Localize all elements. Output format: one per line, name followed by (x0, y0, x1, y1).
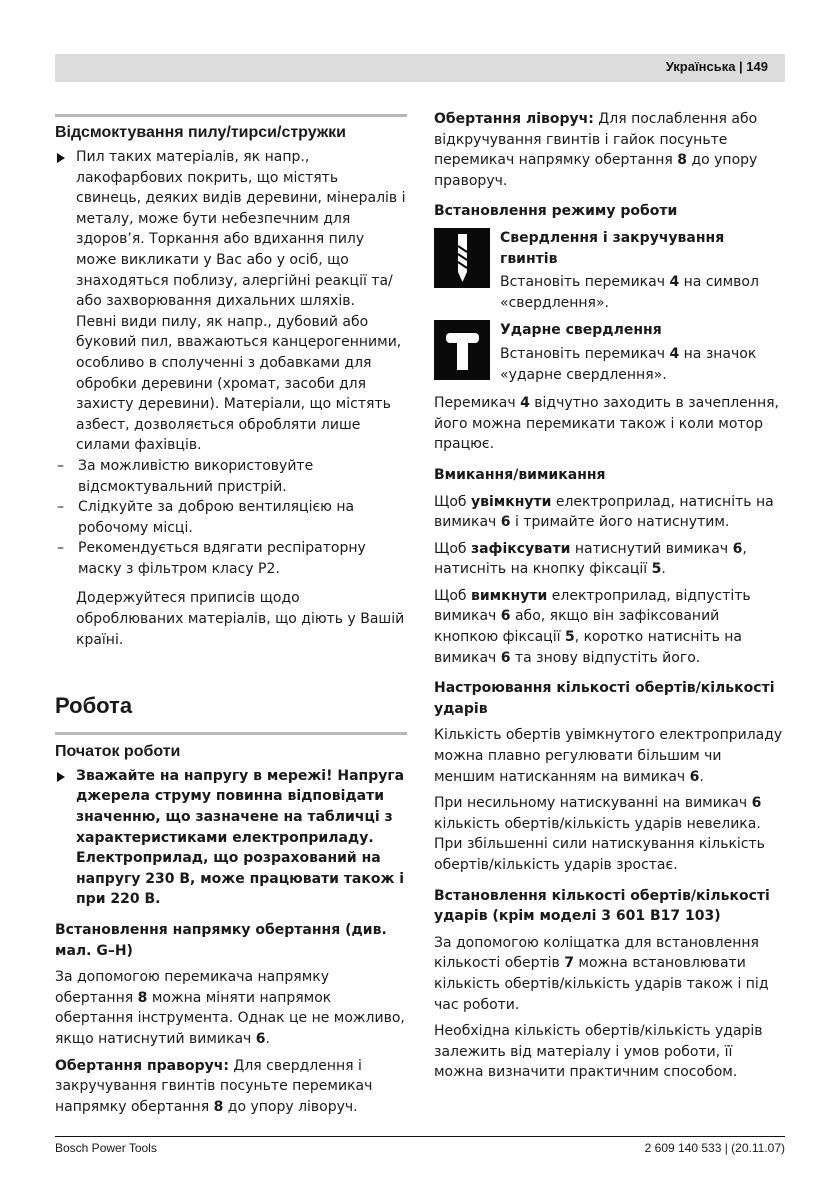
drill-mode-text: Встановіть перемикач 4 на символ «свердлення». (500, 274, 759, 311)
bullet-triangle-icon (57, 153, 65, 163)
right-rotation-paragraph: Обертання праворуч: Для свердлення і закручування гвинтів посуньте перемикач напрямку обертання 8 до упору ліворуч. (55, 1057, 373, 1115)
dust-warning-bullet (55, 147, 407, 456)
footer-brand: Bosch Power Tools (55, 1141, 157, 1155)
right-column (434, 0, 785, 1083)
direction-subtitle: Встановлення напрямку обертання (див. мал. G–H) (55, 922, 387, 959)
hammer-symbol-icon (434, 320, 490, 380)
drill-mode-block (434, 228, 785, 313)
speed-subtitle: Настроювання кількості обертів/кількості ударів (434, 680, 775, 717)
switch-off-paragraph: Щоб вимкнути електроприлад, відпустіть вимикач 6 або, якщо він зафіксований кнопкою фіксації 5, коротко натисніть на вимикач 6 та знову відпустіть його. (434, 587, 751, 666)
voltage-warning-bullet (55, 766, 407, 910)
impact-mode-title: Ударне свердлення (500, 322, 662, 339)
onoff-subtitle: Вмикання/вимикання (434, 466, 606, 483)
direction-paragraph: За допомогою перемикача напрямку обертання 8 можна міняти напрямок обертання інструмента. Однак це не можливо, якщо натиснутий вимикач 6. (55, 969, 405, 1047)
switch-on-paragraph: Щоб увімкнути електроприлад, натисніть на вимикач 6 і тримайте його натиснутим. (434, 493, 774, 531)
dash-marker: – (57, 499, 64, 516)
impact-mode-block (434, 320, 785, 385)
dash-item (57, 456, 407, 497)
speed-paragraph-2: При несильному натискуванні на вимикач 6 кількість обертів/кількість ударів невелика. При збільшенні сили натискування кількість обертів/кількість ударів зростає. (434, 795, 765, 873)
footer-rule (55, 1136, 785, 1137)
mode-subtitle: Встановлення режиму роботи (434, 203, 678, 220)
section-rule (55, 732, 407, 735)
dash-item (57, 497, 407, 538)
dash-marker: – (57, 457, 64, 474)
dash-marker: – (57, 540, 64, 557)
footer-doc-number: 2 609 140 533 | (20.11.07) (644, 1141, 785, 1155)
bullet-triangle-icon (57, 772, 65, 782)
preset-paragraph-1: За допомогою коліщатка для встановлення кількості обертів 7 можна встановлювати кількість обертів/кількість ударів також і під час роботи. (434, 934, 769, 1013)
dash-text-2: Слідкуйте за доброю вентиляцією на робочому місці. (78, 499, 355, 536)
dust-paragraph-2: Певні види пилу, як напр., дубовий або буковий пил, вважаються канцерогенними, особливо в сполученні з добавками для обробки деревини (хромат, засоби для захисту деревини). Матеріали, що містять азбест, дозволяється обробляти лише силами фахівців. (76, 313, 402, 454)
voltage-warning-text: Зважайте на напругу в мережі! Напруга джерела струму повинна відповідати значенню, що зазначене на табличці з характеристиками електроприладу. Електроприлад, що розрахований на напругу 230 В, може працювати також і при 220 В. (76, 767, 405, 908)
lock-paragraph: Щоб зафіксувати натиснутий вимикач 6, натисніть на кнопку фіксації 5. (434, 540, 747, 578)
dust-section-title: Відсмоктування пилу/тирси/стружки (55, 124, 347, 141)
preset-paragraph-2: Необхідна кількість обертів/кількість ударів залежить від матеріалу і умов роботи, її можна визначити практичним способом. (434, 1023, 763, 1081)
section-rule (55, 114, 407, 117)
preset-subtitle: Встановлення кількості обертів/кількості ударів (крім моделі 3 601 B17 103) (434, 887, 770, 925)
switch-paragraph: Перемикач 4 відчутно заходить в зачеплення, його можна перемикати також і коли мотор працює. (434, 395, 779, 453)
drill-mode-title: Свердлення і закручування гвинтів (500, 229, 725, 267)
dash-text-3: Рекомендується вдягати респіраторну маску з фільтром класу Р2. (78, 540, 366, 577)
dash-item (57, 538, 407, 579)
left-column (55, 0, 407, 1117)
page-header-text: Українська | 149 (665, 59, 768, 74)
speed-paragraph-1: Кількість обертів увімкнутого електроприладу можна плавно регулювати більшим чи меншим натисканням на вимикач 6. (434, 727, 783, 785)
drill-symbol-icon (434, 228, 490, 288)
left-rotation-paragraph: Обертання ліворуч: Для послаблення або відкручування гвинтів і гайок посуньте перемикач напрямку обертання 8 до упору праворуч. (434, 111, 758, 189)
impact-mode-text: Встановіть перемикач 4 на значок «ударне свердлення». (500, 345, 757, 383)
work-chapter-title: Робота (55, 693, 133, 719)
dash-text-1: За можливістю використовуйте відсмоктувальний пристрій. (78, 457, 314, 495)
dust-paragraph-1: Пил таких матеріалів, як напр., лакофарбових покрить, що містять свинець, деяких видів деревини, мінералів і металу, може бути небезпечним для здоров’я. Торкання або вдихання пилу може викликати у Вас або у осіб, що знаходяться поблизу, алергійні реакції та/або захворювання дихальних шляхів. (76, 149, 406, 310)
start-section-title: Початок роботи (55, 742, 181, 760)
dust-paragraph-3: Додержуйтеся приписів щодо оброблюваних матеріалів, що діють у Вашій країні. (76, 590, 405, 648)
